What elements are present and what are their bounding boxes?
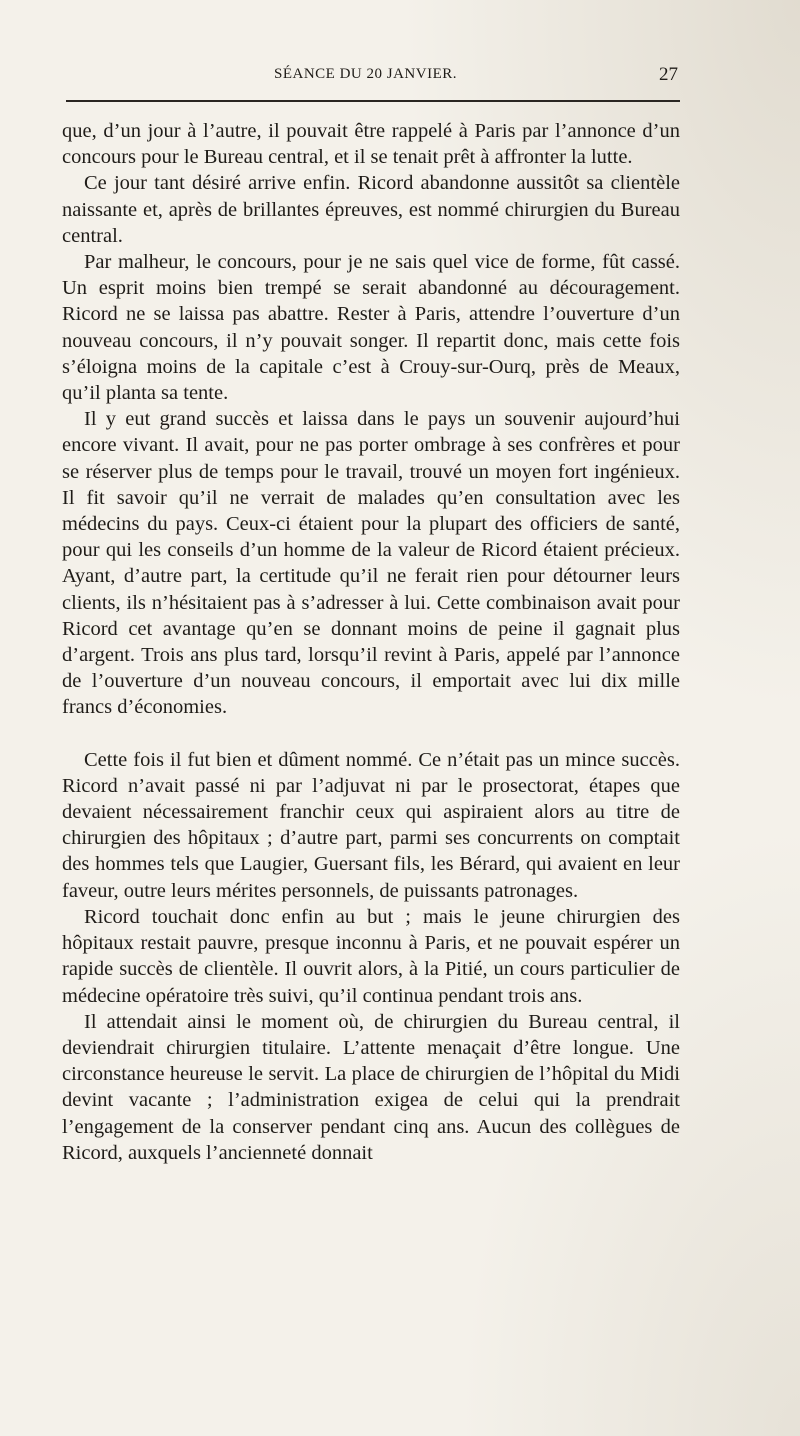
page-number: 27 bbox=[659, 64, 678, 85]
paragraph: Ricord touchait donc enfin au but ; mais le jeune chirurgien des hôpitaux restait pauvre, presque inconnu à Paris, et ne pouvait espérer un rapide succès de clientèle. Il ouvrit alors, à la Pitié, un cours particulier de médecine opératoire très suivi, qu’il continua pendant trois ans. bbox=[62, 905, 680, 1007]
paragraph: Il attendait ainsi le moment où, de chirurgien du Bureau central, il deviendrait chirurgien titulaire. L’attente menaçait d’être longue. Une circonstance heureuse le servit. La place de chirurgien de l’hôpital du Midi devint vacante ; l’administration exigea de celui qui la prendrait l’engagement de la conserver pendant cinq ans. Aucun des collègues de Ricord, auxquels l’ancienneté donnait bbox=[62, 1010, 680, 1164]
paragraph: que, d’un jour à l’autre, il pouvait être rappelé à Paris par l’annonce d’un concours pour le Bureau central, et il se tenait prêt à affronter la lutte. bbox=[62, 120, 680, 169]
paragraph: Ce jour tant désiré arrive enfin. Ricord abandonne aussitôt sa clientèle naissante et, après de brillantes épreuves, est nommé chirurgien du Bureau central. bbox=[62, 172, 680, 247]
body-text bbox=[62, 118, 680, 1166]
paragraph: Il y eut grand succès et laissa dans le pays un souvenir aujourd’hui encore vivant. Il avait, pour ne pas porter ombrage à ses confrères et pour se réserver plus de temps pour le travail, trouvé un moyen fort ingénieux. Il fit savoir qu’il ne verrait de malades qu’en consultation avec les médecins du pays. Ceux-ci étaient pour la plupart des officiers de santé, pour qui les conseils d’un homme de la valeur de Ricord étaient précieux. Ayant, d’autre part, la certitude qu’il ne ferait rien pour détourner leurs clients, ils n’hésitaient pas à s’adresser à lui. Cette combinaison avait pour Ricord cet avantage qu’en se donnant moins de peine il gagnait plus d’argent. Trois ans plus tard, lorsqu’il revint à Paris, appelé par l’annonce de l’ouverture d’un nouveau concours, il emportait avec lui dix mille francs d’économies. bbox=[62, 408, 680, 719]
page-header bbox=[62, 64, 680, 92]
header-rule bbox=[66, 100, 680, 102]
paragraph: Par malheur, le concours, pour je ne sais quel vice de forme, fût cassé. Un esprit moins bien trempé se serait abandonné au découragement. Ricord ne se laissa pas abattre. Rester à Paris, attendre l’ouverture d’un nouveau concours, il n’y pouvait songer. Il repartit donc, mais cette fois s’éloigna moins de la capitale c’est à Crouy-sur-Ourq, près de Meaux, qu’il planta sa tente. bbox=[62, 251, 680, 405]
running-title: SÉANCE DU 20 JANVIER. bbox=[274, 66, 457, 82]
paragraph: Cette fois il fut bien et dûment nommé. Ce n’était pas un mince succès. Ricord n’avait passé ni par l’adjuvat ni par le prosectorat, étapes que devaient nécessairement franchir ceux qui aspiraient alors au titre de chirurgien des hôpitaux ; d’autre part, parmi ses concurrents on comptait des hommes tels que Laugier, Guersant fils, les Bérard, qui avaient en leur faveur, outre leurs mérites personnels, de puissants patronages. bbox=[62, 748, 680, 902]
